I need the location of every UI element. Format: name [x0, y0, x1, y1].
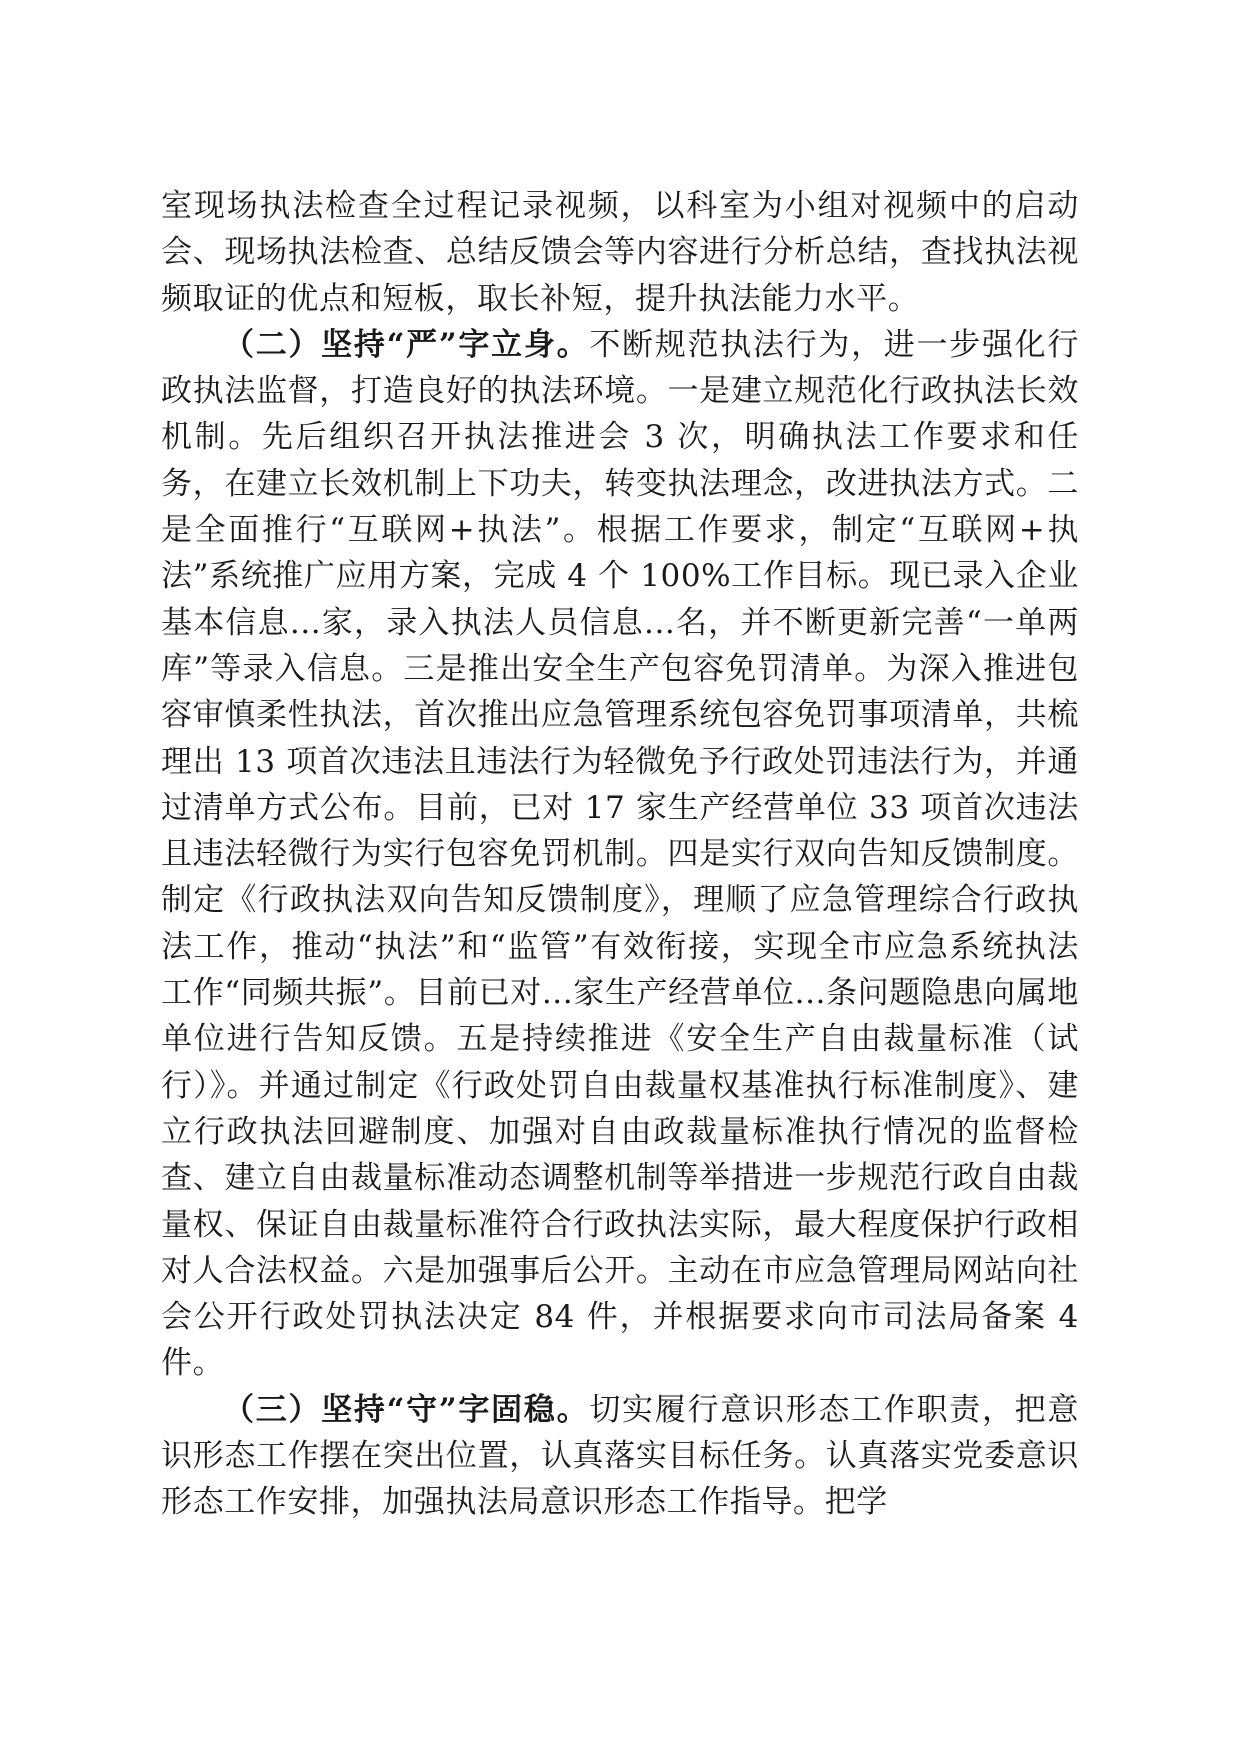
paragraph-continuation — [161, 183, 1079, 322]
section-heading: （三）坚持“守”字固稳。 — [223, 1391, 590, 1428]
paragraph-body: 不断规范执法行为，进一步强化行政执法监督，打造良好的执法环境。一是建立规范化行政执法长效机制。先后组织召开执法推进会 3 次，明确执法工作要求和任务，在建立长效机制上下功夫，转变执法理念，改进执法方式。二是全面推行“互联网+执法”。根据工作要求，制定“互联网+执法”系统推广应用方案，完成 4 个 100%工作目标。现已录入企业基本信息...家，录入执法人员信息...名，并不断更新完善“一单两库”等录入信息。三是推出安全生产包容免罚清单。为深入推进包容审慎柔性执法，首次推出应急管理系统包容免罚事项清单，共梳理出 13 项首次违法且违法行为轻微免予行政处罚违法行为，并通过清单方式公布。目前，已对 17 家生产经营单位 33 项首次违法且违法轻微行为实行包容免罚机制。四是实行双向告知反馈制度。制定《行政执法双向告知反馈制度》，理顺了应急管理综合行政执法工作，推动“执法”和“监管”有效衔接，实现全市应急系统执法工作“同频共振”。目前已对...家生产经营单位...条问题隐患向属地单位进行告知反馈。五是持续推进《安全生产自由裁量标准（试行）》。并通过制定《行政处罚自由裁量权基准执行标准制度》、建立行政执法回避制度、加强对自由政裁量标准执行情况的监督检查、建立自由裁量标准动态调整机制等举措进一步规范行政自由裁量权、保证自由裁量标准符合行政执法实际，最大程度保护行政相对人合法权益。六是加强事后公开。主动在市应急管理局网站向社会公开行政处罚执法决定 84 件，并根据要求向市司法局备案 4 件。 — [161, 326, 1079, 1382]
section-heading: （二）坚持“严”字立身。 — [223, 326, 590, 363]
document-page — [161, 183, 1079, 1526]
paragraph-section-3 — [161, 1387, 1079, 1526]
paragraph-body: 切实履行意识形态工作职责，把意识形态工作摆在突出位置，认真落实目标任务。认真落实党委意识形态工作安排，加强执法局意识形态工作指导。把学 — [161, 1391, 1079, 1521]
paragraph-section-2 — [161, 322, 1079, 1387]
paragraph-body: 室现场执法检查全过程记录视频，以科室为小组对视频中的启动会、现场执法检查、总结反馈会等内容进行分析总结，查找执法视频取证的优点和短板，取长补短，提升执法能力水平。 — [161, 188, 1079, 317]
